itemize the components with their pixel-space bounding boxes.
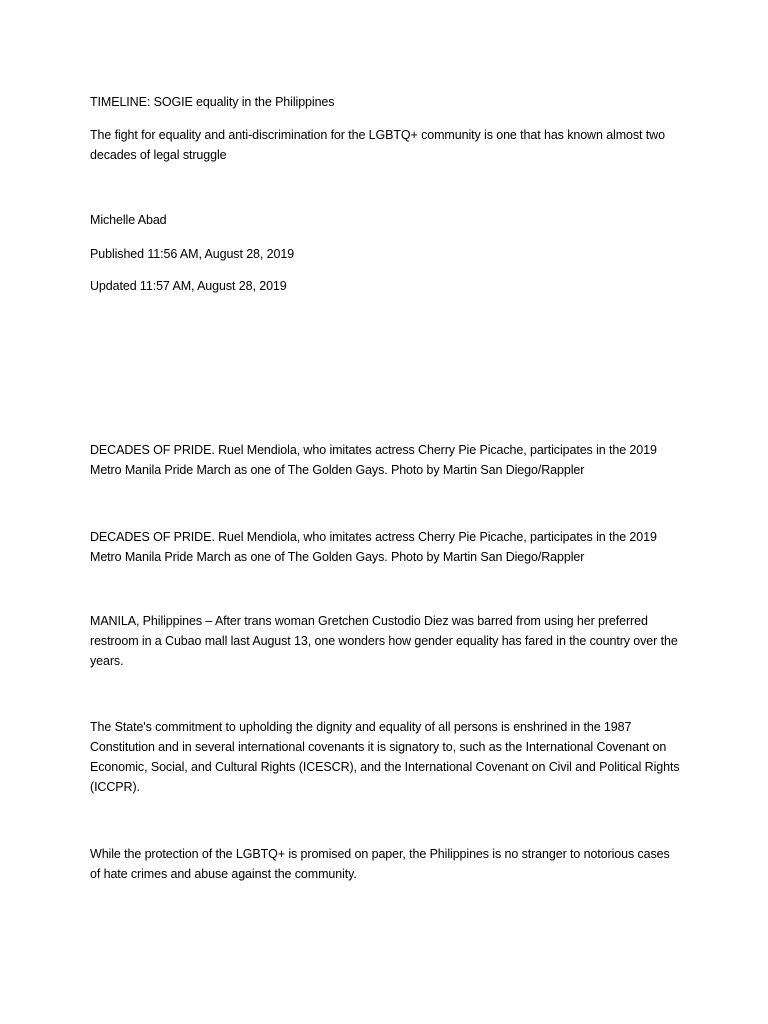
published-date: Published 11:56 AM, August 28, 2019 <box>90 247 295 261</box>
updated-date: Updated 11:57 AM, August 28, 2019 <box>90 279 287 293</box>
body-paragraph: While the protection of the LGBTQ+ is promised on paper, the Philippines is no stranger to notorious cases of hate crimes and abuse against the community. <box>90 847 670 881</box>
body-paragraph: MANILA, Philippines – After trans woman Gretchen Custodio Diez was barred from using her preferred restroom in a Cubao mall last August 13, one wonders how gender equality has fared in the country over the years. <box>90 614 678 668</box>
article-deck: The fight for equality and anti-discrimination for the LGBTQ+ community is one that has known almost two decades of legal struggle <box>90 128 665 162</box>
photo-caption: DECADES OF PRIDE. Ruel Mendiola, who imitates actress Cherry Pie Picache, participates in the 2019 Metro Manila Pride March as one of The Golden Gays. Photo by Martin San Diego/Rappler <box>90 443 657 477</box>
photo-caption: DECADES OF PRIDE. Ruel Mendiola, who imitates actress Cherry Pie Picache, participates in the 2019 Metro Manila Pride March as one of The Golden Gays. Photo by Martin San Diego/Rappler <box>90 530 657 564</box>
article-author: Michelle Abad <box>90 213 167 227</box>
article-title: TIMELINE: SOGIE equality in the Philippines <box>90 95 335 109</box>
body-paragraph: The State's commitment to upholding the dignity and equality of all persons is enshrined in the 1987 Constitution and in several international covenants it is signatory to, such as the International Covenant on Economic, Social, and Cultural Rights (ICESCR), and the International Covenant on Civil and Political Rights (ICCPR). <box>90 720 680 794</box>
